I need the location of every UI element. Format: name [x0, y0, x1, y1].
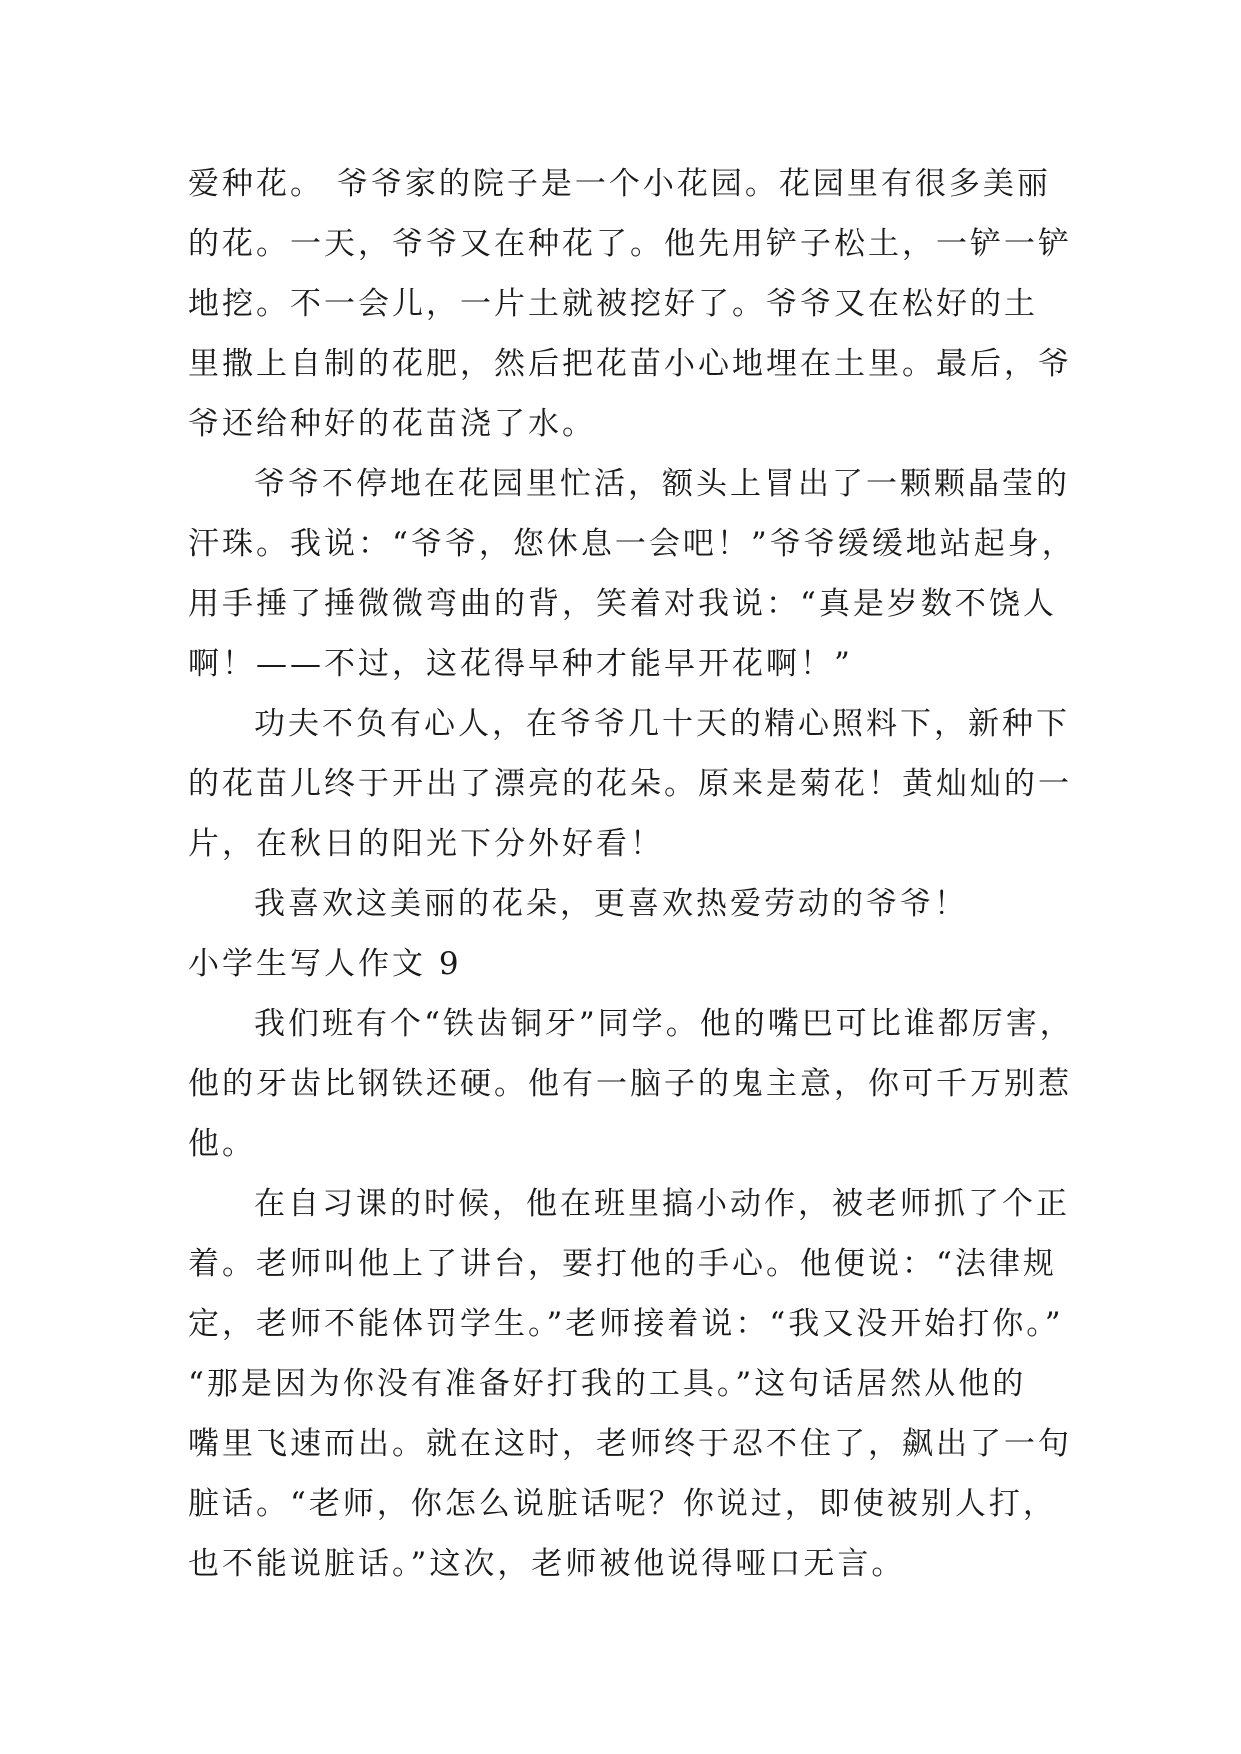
text-line: 定，老师不能体罚学生。”老师接着说：“我又没开始打你。” [188, 1306, 1064, 1342]
text-line: 里撒上自制的花肥，然后把花苗小心地埋在土里。最后，爷 [188, 346, 1072, 382]
section-heading: 小学生写人作文 9 [188, 946, 462, 982]
text-line: 地挖。不一会儿，一片土就被挖好了。爷爷又在松好的土 [188, 286, 1038, 322]
paragraph-first-line: 我喜欢这美丽的花朵，更喜欢热爱劳动的爷爷！ [254, 886, 968, 922]
text-line: 用手捶了捶微微弯曲的背，笑着对我说：“真是岁数不饶人 [188, 586, 1057, 622]
document-body [188, 154, 1076, 1594]
text-line: 也不能说脏话。”这次，老师被他说得哑口无言。 [188, 1546, 906, 1582]
paragraph-first-line: 爷爷不停地在花园里忙活，额头上冒出了一颗颗晶莹的 [254, 466, 1070, 502]
text-line: 爱种花。 爷爷家的院子是一个小花园。花园里有很多美丽 [188, 166, 1051, 202]
text-line: 啊！——不过，这花得早种才能早开花啊！” [188, 646, 853, 682]
text-line: 片，在秋日的阳光下分外好看！ [188, 826, 664, 862]
text-line: 爷还给种好的花苗浇了水。 [188, 406, 596, 442]
paragraph-first-line: 功夫不负有心人，在爷爷几十天的精心照料下，新种下 [254, 706, 1070, 742]
text-line: 脏话。“老师，你怎么说脏话呢？你说过，即使被别人打， [188, 1486, 1057, 1522]
text-line: 他的牙齿比钢铁还硬。他有一脑子的鬼主意，你可千万别惹 [188, 1066, 1072, 1102]
text-line: 的花。一天，爷爷又在种花了。他先用铲子松土，一铲一铲 [188, 226, 1072, 262]
paragraph-first-line: 在自习课的时候，他在班里搞小动作，被老师抓了个正 [254, 1186, 1070, 1222]
text-line: 他。 [188, 1126, 256, 1162]
paragraph-first-line: 我们班有个“铁齿铜牙”同学。他的嘴巴可比谁都厉害， [254, 1006, 1074, 1042]
text-line: 的花苗儿终于开出了漂亮的花朵。原来是菊花！黄灿灿的一 [188, 766, 1072, 802]
text-line: 汗珠。我说：“爷爷，您休息一会吧！”爷爷缓缓地站起身， [188, 526, 1076, 562]
text-line: 嘴里飞速而出。就在这时，老师终于忍不住了，飙出了一句 [188, 1426, 1072, 1462]
text-line: 着。老师叫他上了讲台，要打他的手心。他便说：“法律规 [188, 1246, 1057, 1282]
text-line: “那是因为你没有准备好打我的工具。”这句话居然从他的 [188, 1366, 1027, 1402]
